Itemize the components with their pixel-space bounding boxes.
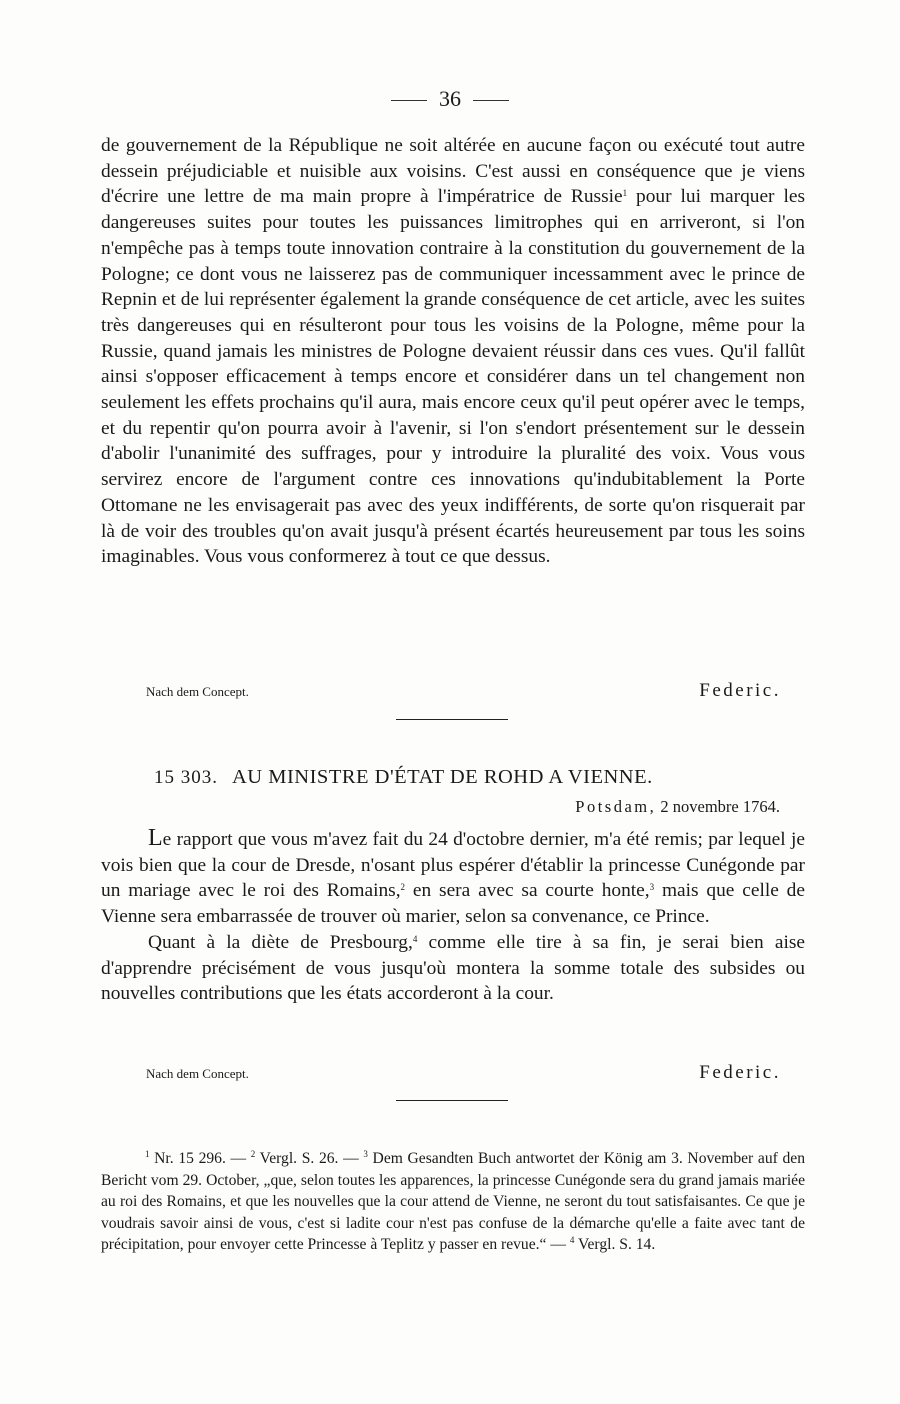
letter-two-dropcap: L (148, 825, 163, 851)
footnote-ref-4: 4 (412, 933, 418, 944)
letter-two-p2-a: Quant à la diète de Presbourg, (148, 931, 413, 953)
letter-two-p1-c: mais que celle de Vienne sera embarrassée de trouver où marier, selon sa convenance, ce Prince. (101, 880, 805, 928)
letter-two-source-note: Nach dem Concept. (146, 1066, 249, 1081)
letter-two-heading (154, 766, 794, 789)
footnote-ref-3: 3 (649, 882, 655, 893)
page-number (0, 86, 900, 112)
footnote-number-1: 1 (145, 1149, 150, 1159)
letter-two-body (101, 826, 805, 1007)
footnote-block (101, 1148, 805, 1256)
footnote-number-4: 4 (569, 1235, 575, 1245)
letter-one-text-cont: pour lui marquer les dangereuses suites pour toutes les puissances limitrophes qui en arriveront, si l'on n'empêche pas à temps toute innovation contraire à la constitution du gouvernement de la Pologne; ce dont vous ne laisserez pas de communiquer incessamment avec le prince de Repnin et de lui représenter également la grande conséquence de cet article, avec les suites très dangereuses qui en résulteront pour tous les voisins de la Pologne, même pour la Russie, quand jamais les ministres de Pologne devaient réussir dans ces vues. Qu'il fallût ainsi s'opposer efficacement à temps encore et considérer dans un tel changement non seulement les effets prochains qu'il aura, mais encore ceux qu'il peut opérer avec le temps, et du repentir qu'on pourra avoir à l'avenir, si l'on s'endort présentement sur le dessein d'abolir l'unanimité des suffrages, pour y introduire la pluralité des voix. Vous vous servirez encore de l'argument contre ces innovations qu'indubitablement la Porte Ottomane ne les envisagerait pas avec des yeux indifférents, de sorte qu'on risquerait par là de voir des troubles qu'on avait jusqu'à présent écartés heureusement par tous les soins imaginables. Vous vous conformerez à tout ce que dessus. (101, 186, 805, 568)
footnote-ref-2: 2 (400, 882, 406, 893)
letter-two-place: Potsdam, (575, 797, 657, 816)
footnote-text-1: Nr. 15 296. — (149, 1150, 251, 1167)
letter-one-signature: Federic. (699, 680, 781, 701)
letter-one-source-note: Nach dem Concept. (146, 684, 249, 699)
letter-two-p2-b: comme elle tire à sa fin, je serai bien aise d'apprendre précisément de vous jusqu'où montera la somme totale des subsides ou nouvelles contributions que les états accorderont à la cour. (101, 931, 805, 1005)
footnote-number-2: 2 (250, 1149, 256, 1159)
letter-two-p1-a: e rapport que vous m'avez fait du 24 d'octobre dernier, m'a été remis; par lequel je vois bien que la cour de Dresde, n'osant plus espérer d'établir la princesse Cunégonde par un mariage avec le roi des Romains, (101, 829, 805, 902)
letter-one-paragraph (101, 133, 805, 570)
footnote-text-3: Dem Gesandten Buch antwortet der König am 3. November auf den Bericht vom 29. October, „que, selon toutes les apparences, la princesse Cunégonde sera du grand jamais mariée au roi des Romains, et que les nouvelles que la cour attend de Vienne, ne seront du tout satisfaisantes. Ce que je voudrais savoir ainsi de vous, c'est si ladite cour n'est pas confuse de la démarche qu'elle a faite avec tant de précipitation, pour envoyer cette Princesse à Teplitz y passer en revue.“ — (101, 1150, 806, 1253)
letter-two-closing (146, 1058, 781, 1084)
letter-one-text: de gouvernement de la République ne soit altérée en aucune façon ou exécuté tout autre dessein préjudiciable et nuisible aux voisins. C'est aussi en conséquence que je viens d'écrire une lettre de ma main propre à l'impératrice de Russie (101, 135, 805, 208)
letter-two-signature: Federic. (699, 1062, 781, 1083)
footnotes (101, 1148, 805, 1256)
footnote-number-3: 3 (363, 1149, 368, 1159)
letter-two-date: 2 novembre 1764. (660, 797, 780, 816)
page-number-dash-left (391, 100, 427, 101)
letter-two-p1-b: en sera avec sa courte honte, (405, 880, 650, 902)
page-number-dash-right (473, 100, 509, 101)
footnote-text-4: Vergl. S. 14. (574, 1236, 656, 1253)
letter-two-number: 15 303. (154, 767, 218, 788)
letter-two-dateline (575, 797, 780, 817)
letter-two-title: AU MINISTRE D'ÉTAT DE ROHD A VIENNE. (232, 766, 653, 788)
letter-two-paragraph-1 (101, 826, 805, 930)
section-divider-2 (396, 1100, 508, 1101)
letter-one-closing (146, 676, 781, 702)
section-divider-1 (396, 719, 508, 720)
letter-one-body (101, 133, 805, 570)
letter-two-paragraph-2 (101, 930, 805, 1007)
footnote-ref-1: 1 (622, 188, 628, 199)
page-number-text: 36 (439, 86, 461, 111)
footnote-text-2: Vergl. S. 26. — (255, 1150, 364, 1167)
